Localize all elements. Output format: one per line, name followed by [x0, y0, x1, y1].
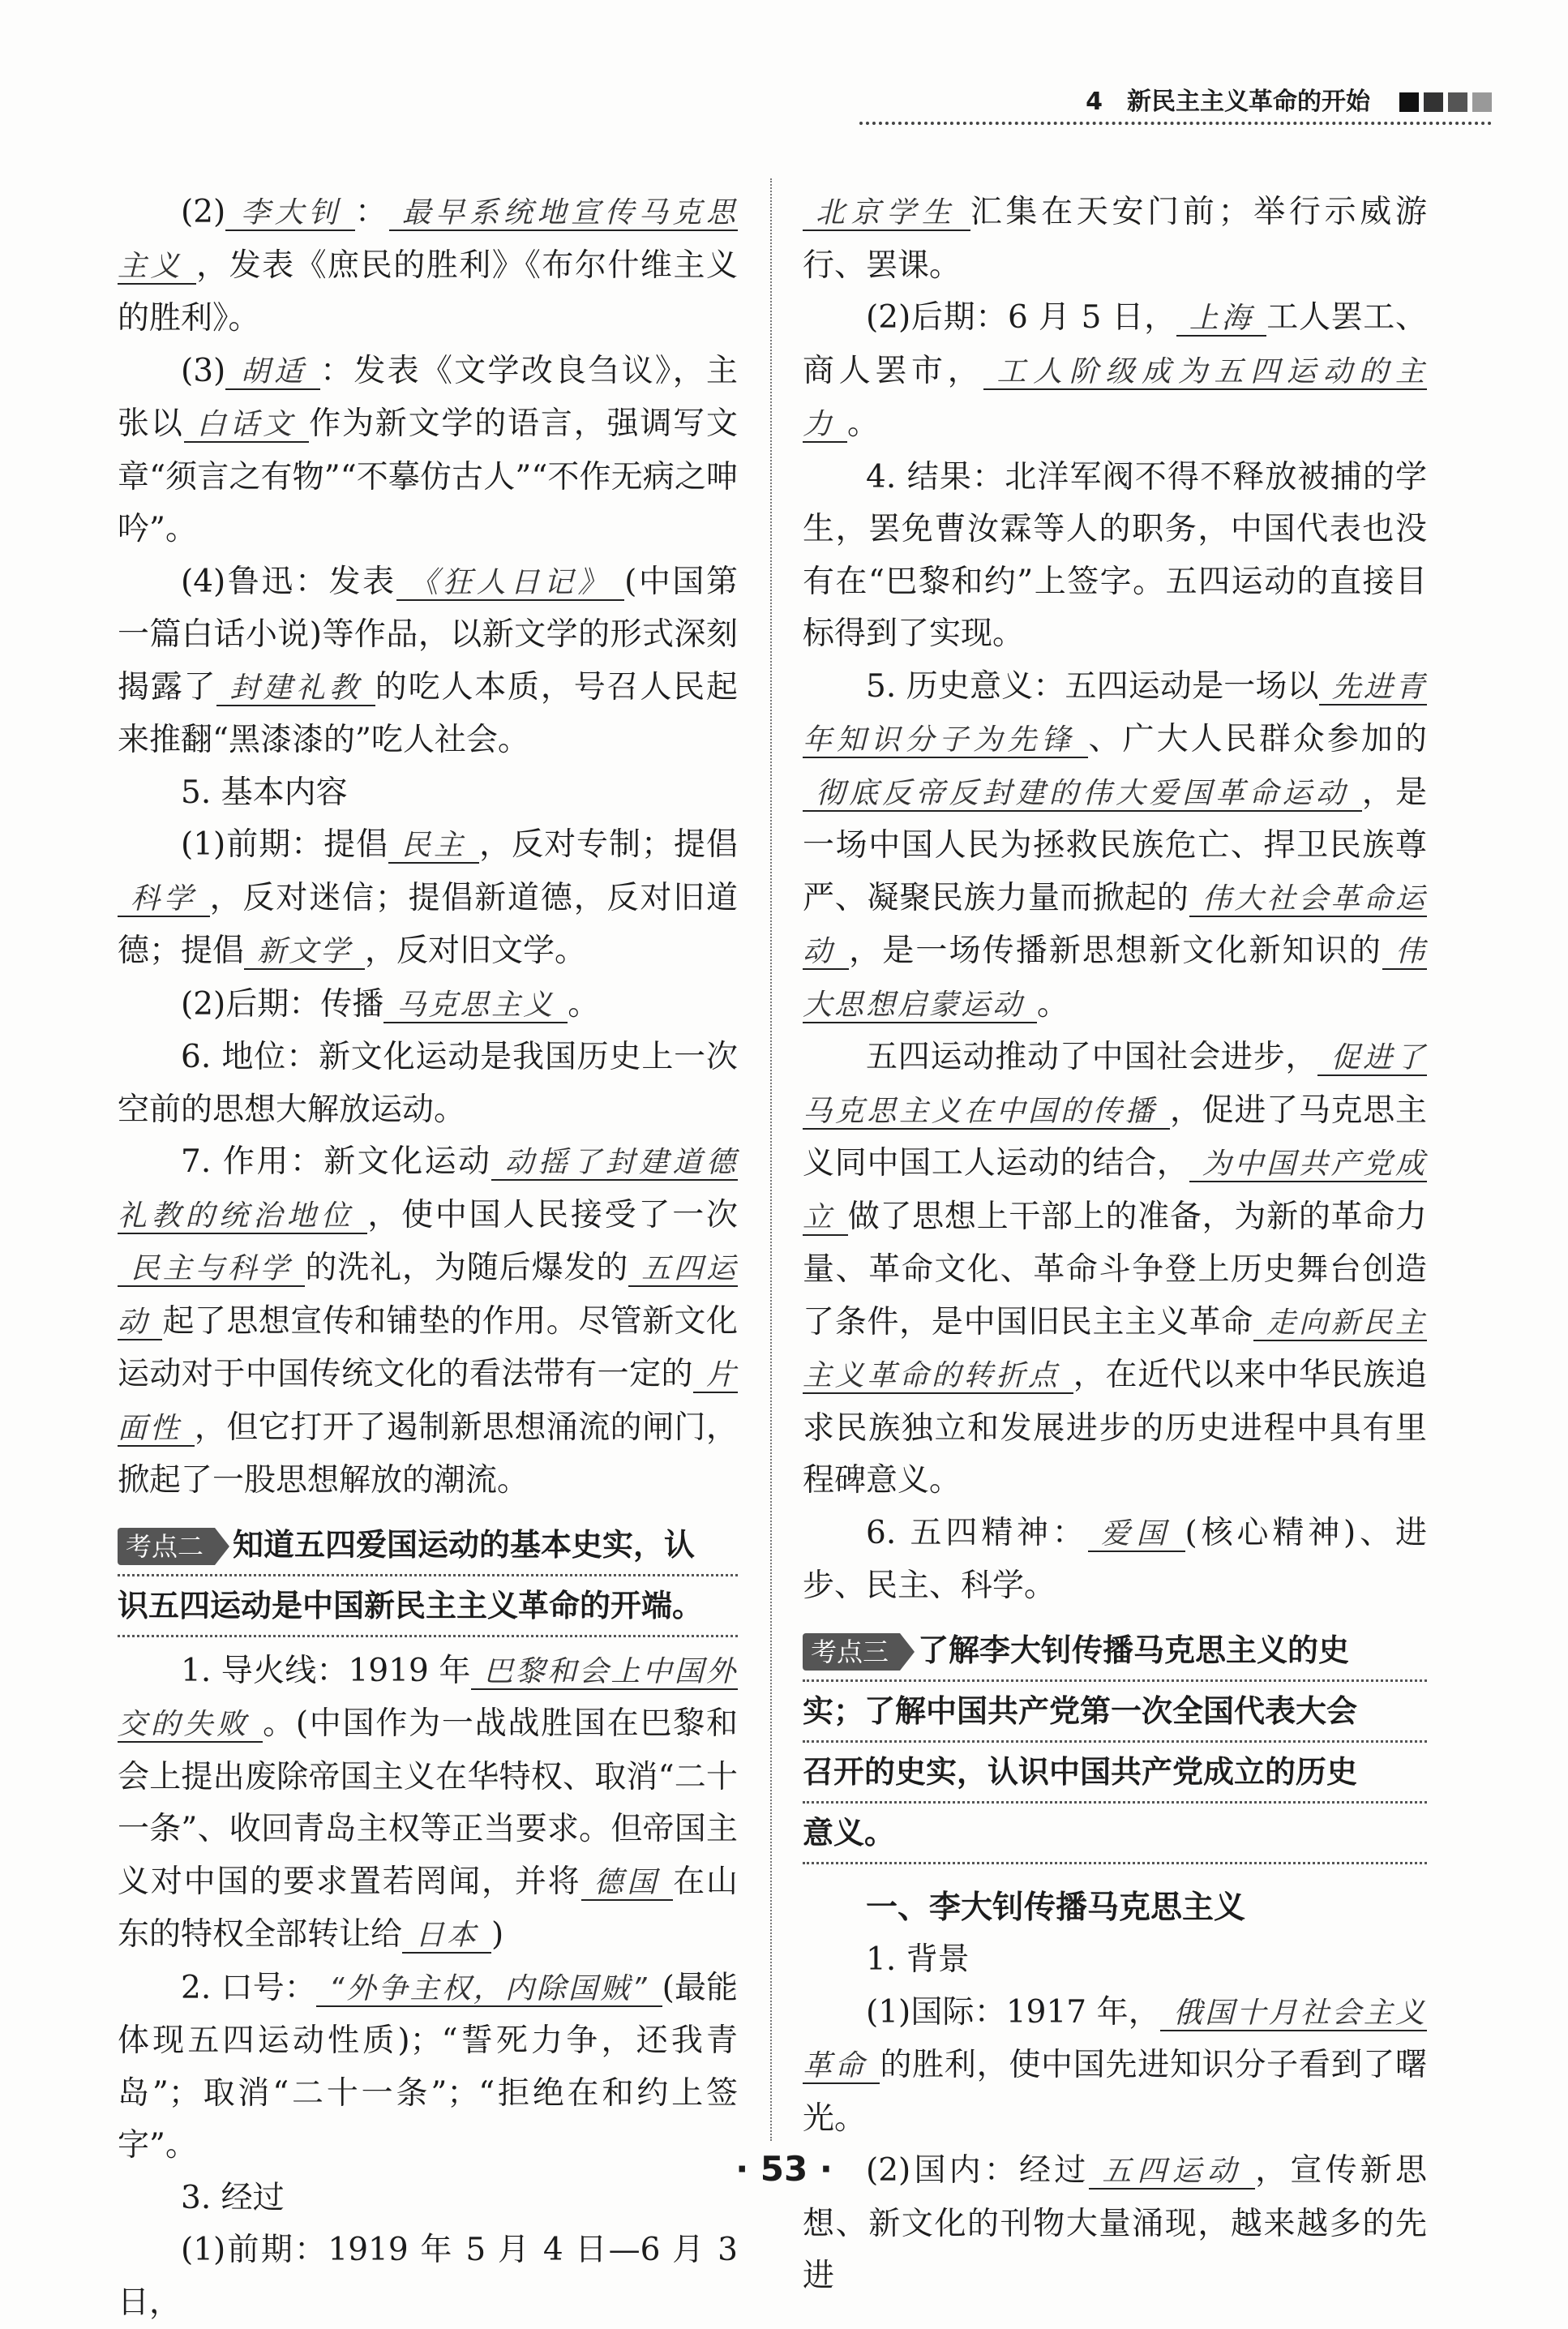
section-heading: 5. 基本内容	[181, 774, 348, 811]
answer-blank: 五四运动	[1089, 2155, 1255, 2190]
key-point-badge: 考点三	[803, 1633, 900, 1671]
left-column	[118, 187, 738, 2329]
header-squares	[1399, 92, 1492, 112]
answer-blank: 爱国	[1088, 1517, 1185, 1552]
answer-blank: 最早系统地宣传马克思主义	[118, 196, 738, 283]
answer-blank: 《狂人日记》	[396, 566, 624, 601]
column-divider	[770, 178, 772, 2141]
answer-blank: 李大钊	[225, 196, 355, 231]
paragraph: 4. 结果：北洋军阀不得不释放被捕的学生，罢免曹汝霖等人的职务，中国代表也没有在“巴黎和约”上签字。五四运动的直接目标得到了实现。	[803, 458, 1427, 652]
paragraph: (2)后期：传播 马克思主义 。	[181, 985, 600, 1023]
header-square	[1472, 92, 1492, 112]
key-point-2: 考点二 知道五四爱国运动的基本史实，认 识五四运动是中国新民主主义革命的开端。	[118, 1516, 738, 1637]
header-square	[1399, 92, 1419, 112]
page-number: · 53 ·	[735, 2149, 833, 2189]
right-column	[803, 187, 1427, 2303]
key-point-badge: 考点二	[118, 1528, 215, 1565]
answer-blank: 片面性	[118, 1358, 738, 1445]
paragraph: (1)国际：1917 年， 俄国十月社会主义革命 的胜利，使中国先进知识分子看到了曙光。	[803, 1993, 1427, 2137]
paragraph: 北京学生 汇集在天安门前；举行示威游行、罢课。	[803, 194, 1427, 284]
answer-blank: 日本	[402, 1919, 491, 1954]
answer-blank: 民主与科学	[118, 1252, 305, 1287]
chapter-title: 4 新民主主义革命的开始	[1086, 88, 1370, 116]
answer-blank: 巴黎和会上中国外交的失败	[118, 1654, 738, 1741]
answer-blank: 五四运动	[118, 1252, 738, 1339]
answer-blank: 为中国共产党成立	[803, 1147, 1427, 1234]
header-square	[1424, 92, 1443, 112]
key-point-3: 考点三 了解李大钊传播马克思主义的史 实；了解中国共产党第一次全国代表大会 召开的史实，认识中国共产党成立的历史 意义。	[803, 1621, 1427, 1864]
paragraph: 7. 作用：新文化运动 动摇了封建道德礼教的统治地位 ，使中国人民接受了一次民主与科学 的洗礼，为随后爆发的 五四运动 起了思想宣传和铺垫的作用。尽管新文化运动对于中国传统文化的看法带有一定的 片面性 ，但它打开了遏制新思想涌流的闸门，掀起了一股思想解放的潮流。	[118, 1143, 738, 1499]
section-heading: 3. 经过	[181, 2179, 285, 2216]
paragraph: 5. 历史意义：五四运动是一场以 先进青年知识分子为先锋 、广大人民群众参加的彻底反帝反封建的伟大爱国革命运动 ，是一场中国人民为拯救民族危亡、捍卫民族尊严、凝聚民族力量而掀起的 伟大社会革命运动 ，是一场传播新思想新文化新知识的 伟大思想启蒙运动 。	[803, 667, 1427, 1023]
running-header	[859, 81, 1492, 130]
paragraph: (2)国内：经过 五四运动 ，宣传新思想、新文化的刊物大量涌现，越来越多的先进	[803, 2152, 1427, 2294]
answer-blank: 伟大思想启蒙运动	[803, 935, 1427, 1022]
subsection-heading: 一、李大钊传播马克思主义	[866, 1889, 1246, 1926]
paragraph: (2)后期：6 月 5 日， 上海 工人罢工、商人罢市， 工人阶级成为五四运动的主力 。	[803, 299, 1427, 442]
header-square	[1448, 92, 1467, 112]
paragraph: (1)前期：1919 年 5 月 4 日—6 月 3 日，	[118, 2232, 738, 2321]
answer-blank: 胡适	[225, 355, 320, 390]
answer-blank: 先进青年知识分子为先锋	[803, 670, 1427, 757]
answer-blank: 北京学生	[803, 196, 970, 231]
answer-blank: 伟大社会革命运动	[803, 881, 1427, 968]
paragraph: 五四运动推动了中国社会进步， 促进了马克思主义在中国的传播 ，促进了马克思主义同中国工人运动的结合， 为中国共产党成立 做了思想上干部上的准备，为新的革命力量、革命文化、革命斗争登上历史舞台创造了条件，是中国旧民主主义革命 走向新民主主义革命的转折点 ，在近代以来中华民族追求民族独立和发展进步的历史进程中具有里程碑意义。	[803, 1039, 1427, 1499]
paragraph: (2) 李大钊 ： 最早系统地宣传马克思主义 ，发表《庶民的胜利》《布尔什维主义的胜利》。	[118, 194, 738, 337]
paragraph: (3) 胡适 ：发表《文学改良刍议》，主张以 白话文 作为新文学的语言，强调写文章“须言之有物”“不摹仿古人”“不作无病之呻吟”。	[118, 352, 738, 547]
answer-blank: 走向新民主主义革命的转折点	[803, 1306, 1427, 1392]
answer-blank: 上海	[1176, 302, 1266, 337]
answer-blank: 封建礼教	[216, 671, 375, 706]
answer-blank: 动摇了封建道德礼教的统治地位	[118, 1146, 738, 1233]
answer-blank: 民主	[388, 829, 479, 864]
answer-blank: 科学	[118, 882, 210, 917]
answer-blank: 德国	[581, 1866, 674, 1901]
paragraph: (1)前期：提倡 民主 ，反对专制；提倡科学 ，反对迷信；提倡新道德，反对旧道德；提倡 新文学 ，反对旧文学。	[118, 826, 738, 969]
answer-blank: 白话文	[184, 408, 309, 443]
answer-blank: 促进了马克思主义在中国的传播	[803, 1041, 1427, 1128]
answer-blank: 马克思主义	[383, 989, 568, 1023]
paragraph: 6. 地位：新文化运动是我国历史上一次空前的思想大解放运动。	[118, 1039, 738, 1128]
paragraph: (4)鲁迅：发表 《狂人日记》 (中国第一篇白话小说)等作品，以新文学的形式深刻揭露了 封建礼教 的吃人本质，号召人民起来推翻“黑漆漆的”吃人社会。	[118, 563, 738, 758]
answer-blank: 俄国十月社会主义革命	[803, 1996, 1427, 2082]
paragraph: 1. 导火线：1919 年 巴黎和会上中国外交的失败 。(中国作为一战战胜国在巴黎和会上提出废除帝国主义在华特权、取消“二十一条”、收回青岛主权等正当要求。但帝国主义对中国的要求置若罔闻，并将 德国 在山东的特权全部转让给 日本 )	[118, 1652, 738, 1953]
answer-blank: 彻底反帝反封建的伟大爱国革命运动	[803, 777, 1362, 812]
section-heading: 1. 背景	[866, 1941, 970, 1978]
paragraph: 6. 五四精神： 爱国 (核心精神)、进步、民主、科学。	[803, 1514, 1427, 1604]
answer-blank: “外争主权，内除国贼”	[316, 1972, 662, 2007]
header-dotted-rule	[859, 122, 1492, 125]
answer-blank: 工人阶级成为五四运动的主力	[803, 354, 1427, 441]
answer-blank: 新文学	[244, 935, 365, 970]
paragraph: 2. 口号： “外争主权，内除国贼” (最能体现五四运动性质)；“誓死力争，还我青岛”；取消“二十一条”；“拒绝在和约上签字”。	[118, 1969, 738, 2164]
